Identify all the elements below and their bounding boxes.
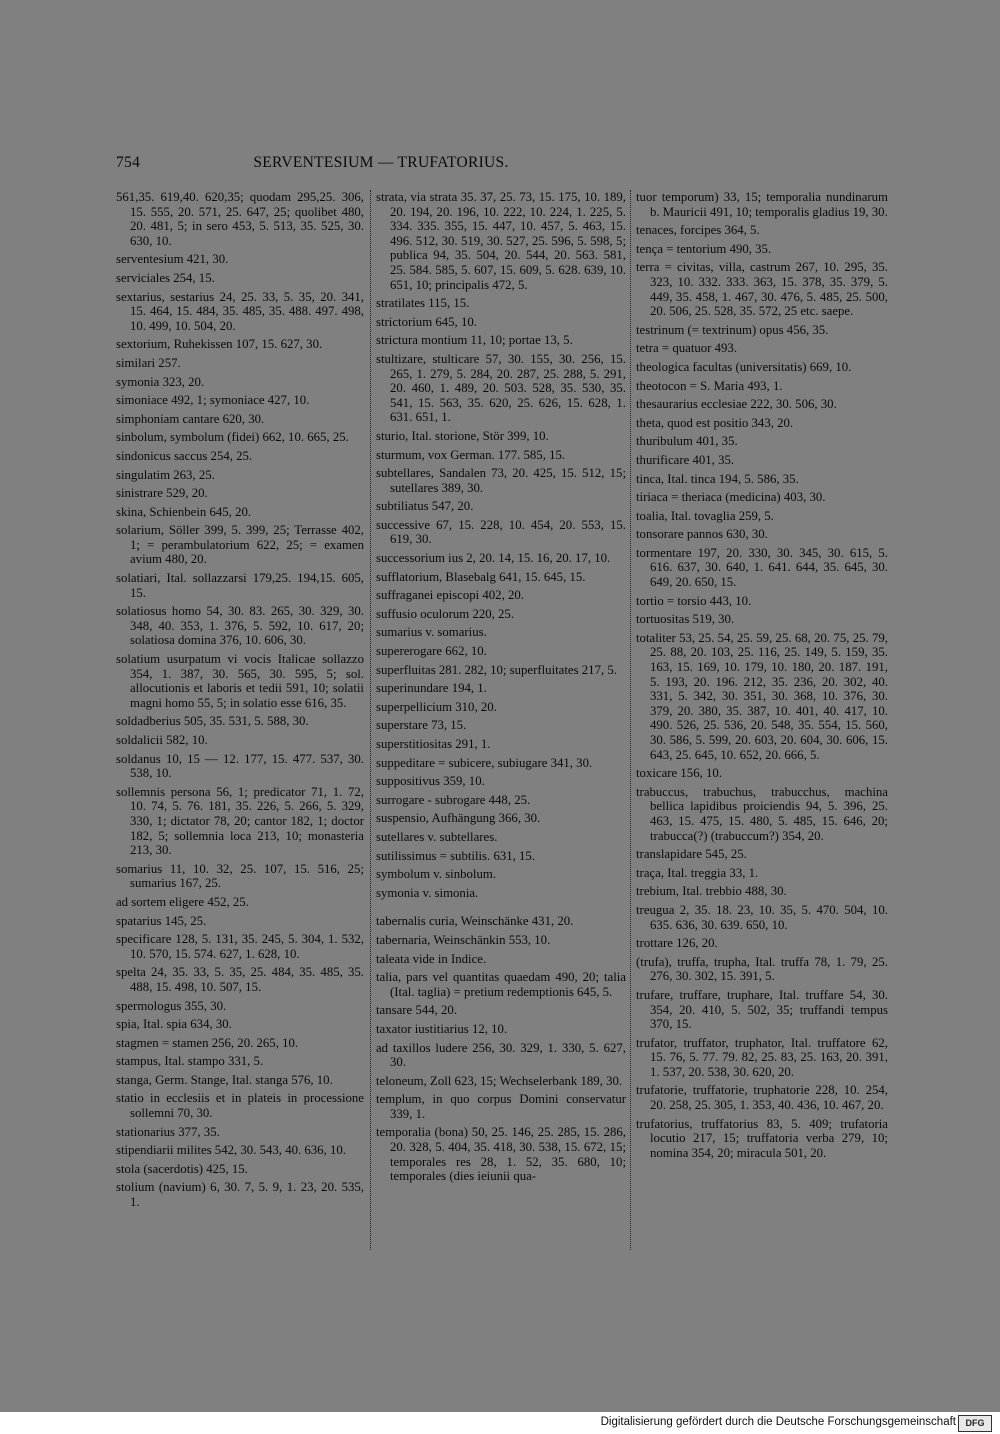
index-entry: thuribulum 401, 35. [636,434,738,449]
index-entry: trebium, Ital. trebbio 488, 30. [636,884,787,899]
index-entry: serventesium 421, 30. [116,252,229,267]
index-entry: toalia, Ital. tovaglia 259, 5. [636,508,774,523]
index-entry: simphoniam cantare 620, 30. [116,411,265,426]
index-entry: 561,35. 619,40. 620,35; quodam 295,25. 306, 15. 555, 20. 571, 25. 647, 25; quolibet 480, 20. 481, 5; in sero 453, 5. 513, 35. 525, 30. 630, 10. [116,190,364,248]
index-entry: superpellicium 310, 20. [376,699,497,714]
index-entry: tiriaca = theriaca (medicina) 403, 30. [636,490,826,505]
index-entry: sinistrare 529, 20. [116,486,208,501]
index-entry: spatarius 145, 25. [116,913,207,928]
index-entry: stratilates 115, 15. [376,296,470,311]
index-entry: spermologus 355, 30. [116,998,227,1013]
index-entry: soldalicii 582, 10. [116,733,208,747]
index-entry: similari 257. [116,355,181,370]
index-entry: sutilissimus = subtilis. 631, 15. [376,848,536,863]
index-entry: ad taxillos ludere 256, 30. 329, 1. 330, 5. 627, 30. [376,1040,626,1070]
index-entry: tortio = torsio 443, 10. [636,593,752,608]
index-entry: tabernalis curia, Weinschänke 431, 20. [376,914,574,929]
index-entry: superstitiositas 291, 1. [376,737,491,751]
index-entry: statio in ecclesiis et in plateis in processione sollemni 70, 30. [116,1091,364,1121]
index-entry: symonia v. simonia. [376,885,479,900]
index-entry: sturio, Ital. storione, Stör 399, 10. [376,428,549,443]
index-entry: trottare 126, 20. [636,936,718,951]
index-entry: spelta 24, 35. 33, 5. 35, 25. 484, 35. 485, 35. 488, 15. 498, 10. 507, 15. [116,965,364,994]
index-entry: serviciales 254, 15. [116,270,215,285]
index-entry: trufatorius, truffatorius 83, 5. 409; trufatoria locutio 217, 15; truffatoria verba 279, 10; nomina 354, 20; miracula 501, 20. [636,1116,888,1160]
index-entry: stipendiarii milites 542, 30. 543, 40. 636, 10. [116,1143,346,1158]
index-entry: superstare 73, 15. [376,718,467,733]
footer-credit: Digitalisierung gefördert durch die Deutsche Forschungsgemeinschaft [600,1416,956,1428]
index-entry: sufflatorium, Blasebalg 641, 15. 645, 15. [376,569,586,584]
index-entry: stagmen = stamen 256, 20. 265, 10. [116,1035,299,1050]
column-divider-1 [370,190,371,1250]
index-entry: soldanus 10, 15 — 12. 177, 15. 477. 537, 30. 538, 10. [116,751,364,781]
index-entry: sumarius v. somarius. [376,625,487,640]
index-entry: toxicare 156, 10. [636,766,722,781]
index-entry: terra = civitas, villa, castrum 267, 10. 295, 35. 323, 10. 332. 333. 363, 15. 378, 35. 379, 5. 449, 35. 458, 1. 467, 30. 476, 5. 485, 25. 500, 20. 506, 25. 528, 35. 572, 25 etc. saepe. [636,260,888,319]
index-entry: suppeditare = subicere, subiugare 341, 30. [376,755,593,770]
index-entry: traça, Ital. treggia 33, 1. [636,865,759,880]
index-entry: tormentare 197, 20. 330, 30. 345, 30. 615, 5. 616. 637, 30. 640, 1. 641. 644, 35. 645, 30. 649, 20. 650, 15. [636,545,888,590]
index-entry: testrinum (= textrinum) opus 456, 35. [636,322,829,337]
index-entry: trufare, truffare, truphare, Ital. truffare 54, 30. 354, 20. 410, 5. 502, 35; truffandi tempus 370, 15. [636,987,888,1032]
index-entry: treugua 2, 35. 18. 23, 10. 35, 5. 470. 504, 10. 635. 636, 30. 639. 650, 10. [636,902,888,932]
index-entry: tuor temporum) 33, 15; temporalia nundinarum b. Mauricii 491, 10; temporalis gladius 19, 30. [636,190,888,219]
index-entry: soldadberius 505, 35. 531, 5. 588, 30. [116,714,309,729]
index-entry: supererogare 662, 10. [376,644,487,659]
index-entry: theta, quod est positio 343, 20. [636,415,794,430]
index-entry: trabuccus, trabuchus, trabucchus, machina bellica lapidibus proiciendis 94, 5. 396, 25. 463, 15. 475, 15. 480, 5. 485, 15. 646, 20; trabucca(?) (trabuccum?) 354, 20. [636,784,888,843]
index-entry: (trufa), truffa, trupha, Ital. truffa 78, 1. 79, 25. 276, 30. 302, 15. 391, 5. [636,954,888,984]
index-entry: somarius 11, 10. 32, 25. 107, 15. 516, 25; sumarius 167, 25. [116,861,364,891]
index-entry: ad sortem eligere 452, 25. [116,894,249,909]
index-entry: superfluitas 281. 282, 10; superfluitates 217, 5. [376,662,617,677]
index-entry: symonia 323, 20. [116,374,205,389]
index-entry: thesaurarius ecclesiae 222, 30. 506, 30. [636,397,837,412]
dfg-logo-icon: DFG [958,1415,992,1432]
index-entry: specificare 128, 5. 131, 35. 245, 5. 304, 1. 532, 10. 570, 15. 574. 627, 1. 628, 10. [116,932,364,961]
index-entry: translapidare 545, 25. [636,847,747,862]
index-entry: sollemnis persona 56, 1; predicator 71, 1. 72, 10. 74, 5. 76. 181, 35. 226, 5. 266, 5. 329, 330, 1; dictator 78, 20; cantor 182, 1; doctor 182, 5; sollemnia loca 213, 10; monasteria 213, 30. [116,784,364,858]
index-entry: symbolum v. sinbolum. [376,867,497,882]
running-head: SERVENTESIUM — TRUFATORIUS. [253,154,509,171]
index-entry: solatiosus homo 54, 30. 83. 265, 30. 329, 30. 348, 40. 353, 1. 376, 5. 592, 10. 617, 20; solatiosa domina 376, 10. 606, 30. [116,604,364,648]
index-entry: stultizare, stulticare 57, 30. 155, 30. 256, 15. 265, 1. 279, 5. 284, 20. 287, 25. 288, 5. 291, 20. 460, 1. 489, 20. 503. 528, 35. 530, 35. 541, 15. 563, 35. 620, 25. 626, 15. 628, 1. 631. 651, 1. [376,351,626,425]
index-entry: theologica facultas (universitatis) 669, 10. [636,359,852,374]
index-entry: stampus, Ital. stampo 331, 5. [116,1054,264,1069]
index-entry: solatium usurpatum vi vocis Italicae sollazzo 354, 1. 387, 30. 565, 30. 595, 5; sol. allocutionis et laboris et tedii 591, 10; solatii magni homo 55, 5; in solatio esse 616, 35. [116,652,364,710]
index-entry: tansare 544, 20. [376,1003,458,1018]
index-entry: tortuositas 519, 30. [636,612,735,627]
index-entry: sturmum, vox German. 177. 585, 15. [376,447,566,462]
index-entry: talia, pars vel quantitas quaedam 490, 20; talia (Ital. taglia) = pretium redemptionis 645, 5. [376,970,626,999]
index-entry: strata, via strata 35. 37, 25. 73, 15. 175, 10. 189, 20. 194, 20. 196, 10. 222, 10. 224, 1. 225, 5. 334. 335. 355, 15. 447, 10. 457, 5. 463, 15. 496. 512, 30. 519, 30. 527, 25. 596, 5. 598, 5; publica 94, 35. 504, 20. 544, 20. 563. 581, 25. 584. 585, 5. 607, 15. 609, 5. 628. 639, 10. 651, 10; principalis 472, 5. [376,190,626,292]
index-entry: sutellares v. subtellares. [376,829,498,844]
index-entry: tabernaria, Weinschänkin 553, 10. [376,932,551,947]
index-entry: taleata vide in Indice. [376,951,487,966]
index-entry: tenaces, forcipes 364, 5. [636,223,760,238]
index-entry: subtiliatus 547, 20. [376,499,474,514]
page-number: 754 [116,154,141,171]
index-column-2 [376,190,626,1188]
index-column-1 [116,190,364,1214]
index-entry: tinca, Ital. tinca 194, 5. 586, 35. [636,471,799,486]
index-entry: strictorium 645, 10. [376,314,477,329]
index-entry: strictura montium 11, 10; portae 13, 5. [376,333,573,348]
index-entry: tetra = quatuor 493. [636,341,738,356]
index-entry: stationarius 377, 35. [116,1124,220,1139]
index-entry: solatiari, Ital. sollazzarsi 179,25. 194,15. 605, 15. [116,571,364,600]
index-entry: tença = tentorium 490, 35. [636,241,772,256]
index-entry: trufatorie, truffatorie, truphatorie 228, 10. 254, 20. 258, 25. 305, 1. 353, 40. 436, 10. 467, 20. [636,1083,888,1113]
index-entry: successorium ius 2, 20. 14, 15. 16, 20. 17, 10. [376,551,611,566]
column-divider-2 [630,190,631,1250]
index-column-3 [636,190,888,1164]
index-entry: spia, Ital. spia 634, 30. [116,1017,232,1032]
index-entry: totaliter 53, 25. 54, 25. 59, 25. 68, 20. 75, 25. 79, 25. 88, 20. 103, 25. 116, 25. 149, 5. 159, 35. 163, 15. 169, 10. 179, 10. 180, 20. 187. 191, 5. 193, 20. 196. 212, 35. 236, 20. 302, 40. 331, 5. 342, 30. 351, 30. 368, 10. 376, 30. 379, 20. 380, 35. 387, 10. 401, 40. 417, 10. 490. 526, 25. 536, 20. 548, 35. 554, 15. 560, 30. 586, 5. 599, 20. 603, 20. 604, 30. 606, 15. 643, 25. 645, 10. 652, 20. 666, 5. [636,630,888,762]
index-entry: suppositivus 359, 10. [376,774,485,789]
index-entry: suffusio oculorum 220, 25. [376,606,515,621]
index-entry: surrogare - subrogare 448, 25. [376,792,531,807]
index-entry: singulatim 263, 25. [116,467,215,482]
index-entry: tonsorare pannos 630, 30. [636,527,768,542]
index-entry: sindonicus saccus 254, 25. [116,448,253,463]
index-entry: stolium (navium) 6, 30. 7, 5. 9, 1. 23, 20. 535, 1. [116,1180,364,1210]
index-entry: solarium, Söller 399, 5. 399, 25; Terrasse 402, 1; = perambulatorium 622, 25; = examen avium 480, 20. [116,523,364,567]
index-entry: sextarius, sestarius 24, 25. 33, 5. 35, 20. 341, 15. 464, 15. 484, 35. 485, 35. 488. 497. 498, 10. 499, 10. 504, 20. [116,289,364,333]
index-entry: suspensio, Aufhängung 366, 30. [376,811,541,826]
index-entry: stanga, Germ. Stange, Ital. stanga 576, 10. [116,1072,333,1087]
index-entry: successive 67, 15. 228, 10. 454, 20. 553, 15. 619, 30. [376,517,626,547]
index-entry: teloneum, Zoll 623, 15; Wechselerbank 189, 30. [376,1073,623,1088]
index-entry: sinbolum, symbolum (fidei) 662, 10. 665, 25. [116,430,349,445]
index-entry: skina, Schienbein 645, 20. [116,504,252,519]
index-entry: superinundare 194, 1. [376,681,487,696]
index-entry: temporalia (bona) 50, 25. 146, 25. 285, 15. 286, 20. 328, 5. 404, 35. 418, 30. 538, 15. 672, 15; temporales res 28, 1. 52, 35. 680, 10; temporales (dies ieiunii qua- [376,1125,626,1184]
index-entry: simoniace 492, 1; symoniace 427, 10. [116,393,310,408]
index-entry: subtellares, Sandalen 73, 20. 425, 15. 512, 15; sutellares 389, 30. [376,466,626,495]
index-entry: thurificare 401, 35. [636,452,735,467]
index-entry: sextorium, Ruhekissen 107, 15. 627, 30. [116,337,323,352]
index-entry: suffraganei episcopi 402, 20. [376,588,524,603]
footer-bar [0,1412,1000,1434]
index-entry: theotocon = S. Maria 493, 1. [636,378,783,393]
index-entry: stola (sacerdotis) 425, 15. [116,1161,248,1176]
index-entry: trufator, truffator, truphator, Ital. truffatore 62, 15. 76, 5. 77. 79. 82, 25. 83, 25. 163, 20. 391, 1. 537, 20. 538, 30. 620, 20. [636,1035,888,1079]
index-entry: templum, in quo corpus Domini conservatur 339, 1. [376,1092,626,1121]
index-entry: taxator iustitiarius 12, 10. [376,1021,508,1036]
